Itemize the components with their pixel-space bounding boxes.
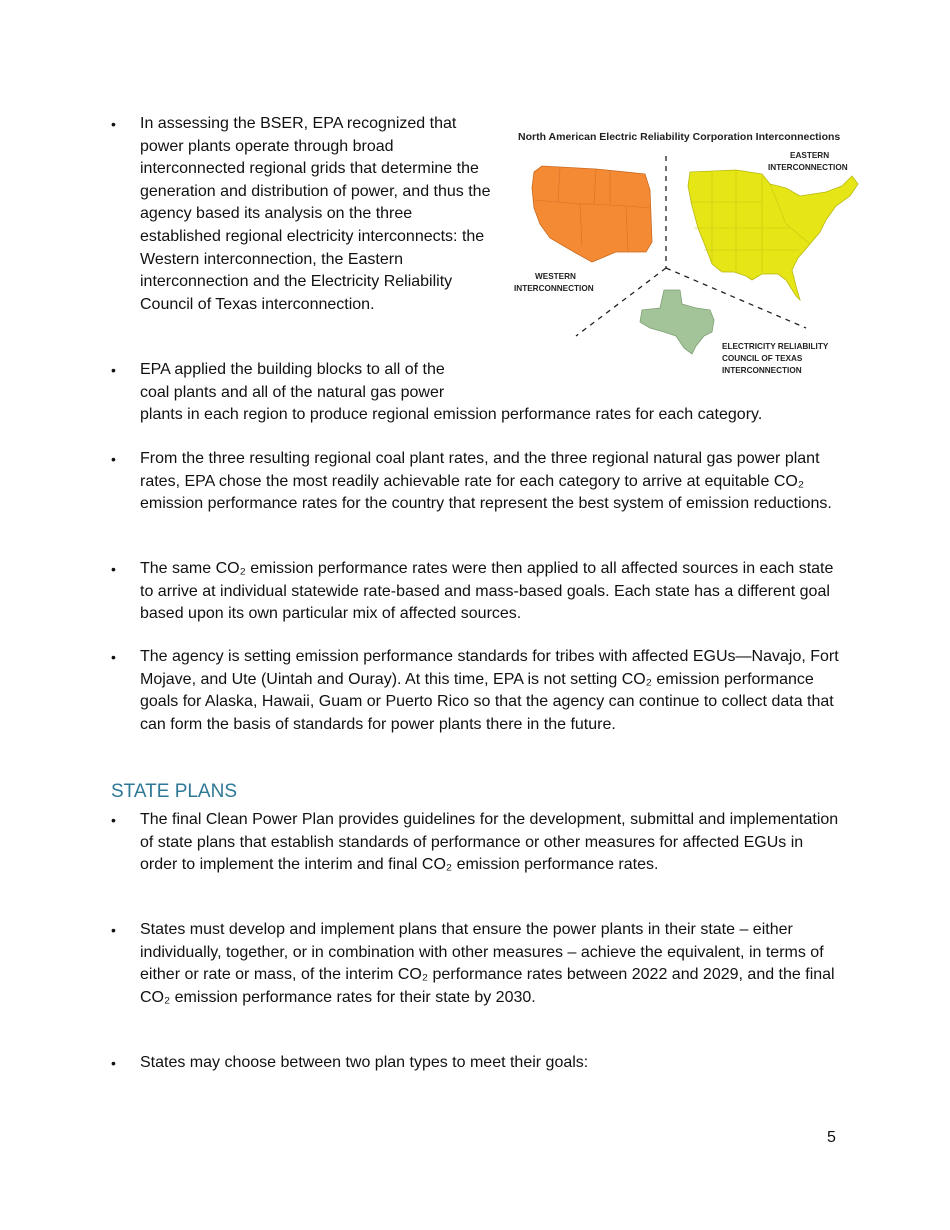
bullet-text: From the three resulting regional coal plant rates, and the three regional natural gas power plant rates, EPA chose the most readily achievable rate for each category to arrive at equitable CO₂ emission performance rates for the country that represent the best system of emission reductions. — [140, 450, 832, 513]
bullet-symbol: • — [111, 649, 116, 665]
bullet-symbol: • — [111, 812, 116, 828]
ercot-label-line2: COUNCIL OF TEXAS — [722, 354, 803, 363]
western-label-line1: WESTERN — [535, 272, 576, 281]
nerc-interconnections-map — [500, 124, 870, 386]
ercot-label-line3: INTERCONNECTION — [722, 366, 802, 375]
bullet-text: The same CO₂ emission performance rates were then applied to all affected sources in each state to arrive at individual statewide rate-based and mass-based goals. Each state has a different goal based upon its own particular mix of affected sources. — [140, 560, 834, 623]
bullet-symbol: • — [111, 116, 116, 132]
ercot-interconnection-region — [640, 290, 714, 354]
ercot-label-line1: ELECTRICITY RELIABILITY — [722, 342, 829, 351]
bullet-text-line3: plants in each region to produce regional emission performance rates for each category. — [140, 406, 763, 424]
eastern-interconnection-region — [688, 170, 858, 300]
bullet-text: States may choose between two plan types to meet their goals: — [140, 1054, 589, 1071]
western-label-line2: INTERCONNECTION — [514, 284, 594, 293]
bullet-text-line1: EPA applied the building blocks to all of the — [140, 361, 445, 378]
bullet-symbol: • — [111, 451, 116, 467]
bullet-symbol: • — [111, 362, 116, 378]
bullet-text: States must develop and implement plans that ensure the power plants in their state – either individually, together, or in combination with other measures – achieve the equivalent, in terms of either or rate or mass, of the interim CO₂ performance rates between 2022 and 2029, and the final CO₂ emission performance rates for their state by 2030. — [140, 921, 835, 1006]
bullet-text: The final Clean Power Plan provides guidelines for the development, submittal and implementation of state plans that establish standards of performance or other measures for affected EGUs in order to implement the interim and final CO₂ emission performance rates. — [140, 811, 839, 874]
bullet-symbol: • — [111, 922, 116, 938]
eastern-label-line2: INTERCONNECTION — [768, 163, 848, 172]
eastern-label-line1: EASTERN — [790, 151, 830, 160]
western-interconnection-region — [532, 166, 652, 262]
bullet-text: The agency is setting emission performance standards for tribes with affected EGUs—Navajo, Fort Mojave, and Ute (Uintah and Ouray). At this time, EPA is not setting CO₂ emission performance goals for Alaska, Hawaii, Guam or Puerto Rico so that the agency can continue to collect data that can form the basis of standards for power plants there in the future. — [140, 648, 839, 733]
map-title: North American Electric Reliability Corporation Interconnections — [518, 131, 841, 143]
bullet-text-line2: coal plants and all of the natural gas power — [140, 383, 445, 401]
bullet-symbol: • — [111, 561, 116, 577]
page-number: 5 — [827, 1129, 836, 1146]
bullet-text: In assessing the BSER, EPA recognized that power plants operate through broad interconnected regional grids that determine the generation and distribution of power, and thus the agency based its analysis on the three established regional electricity interconnects: the Western interconnection, the Eastern interconnection and the Electricity Reliability Council of Texas interconnection. — [140, 115, 491, 313]
section-heading-state-plans: STATE PLANS — [111, 781, 237, 802]
bullet-symbol: • — [111, 1055, 116, 1071]
